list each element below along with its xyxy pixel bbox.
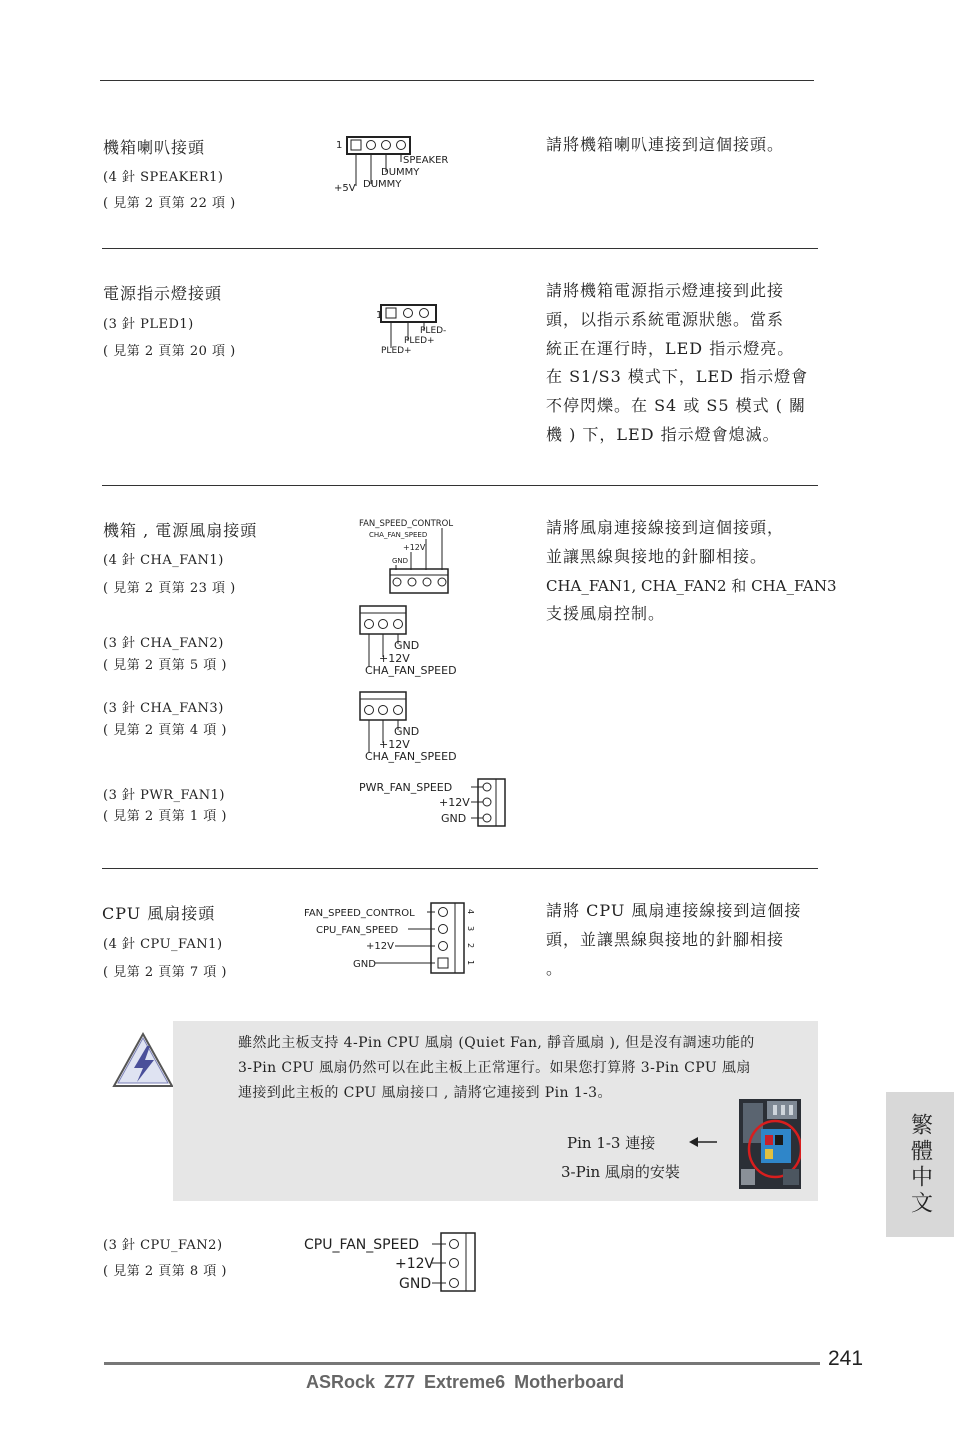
fan-connector-photo bbox=[739, 1099, 801, 1189]
cpufan2-ref: ( 見第 2 頁第 8 項 ) bbox=[103, 1264, 227, 1279]
pin1-label: 1 bbox=[336, 140, 343, 151]
cpufan2-pins: (3 針 CPU_FAN2) bbox=[103, 1238, 223, 1253]
pin-number: 1 bbox=[466, 960, 475, 966]
speaker-pins: (4 針 SPEAKER1) bbox=[103, 170, 224, 185]
pled-minus-label: PLED- bbox=[420, 326, 447, 336]
chafan1-pins: (4 針 CHA_FAN1) bbox=[103, 553, 224, 568]
pled-pins: (3 針 PLED1) bbox=[103, 317, 194, 332]
pin1-label: 1 bbox=[376, 310, 383, 321]
cpu-fan-speed-label: CPU_FAN_SPEED bbox=[316, 925, 399, 936]
section-divider bbox=[102, 868, 818, 869]
desc-line: 統正在運行時，LED 指示燈亮。 bbox=[546, 338, 795, 358]
gnd-label: GND bbox=[394, 639, 420, 652]
chafan3-pins: (3 針 CHA_FAN3) bbox=[103, 701, 224, 716]
desc-line: 頭，並讓黑線與接地的針腳相接 bbox=[546, 929, 785, 949]
dummy-pin-label-2: DUMMY bbox=[363, 179, 402, 190]
speaker-description bbox=[546, 131, 818, 160]
chafan2-pins: (3 針 CHA_FAN2) bbox=[103, 636, 224, 651]
cpu-fan-speed-label: CPU_FAN_SPEED bbox=[304, 1237, 420, 1253]
footer-rule bbox=[104, 1362, 820, 1365]
desc-line: 在 S1/S3 模式下，LED 指示燈會 bbox=[546, 367, 809, 387]
fan-speed-control-label: FAN_SPEED_CONTROL bbox=[359, 519, 454, 529]
gnd-label: GND bbox=[399, 1276, 432, 1292]
warning-note bbox=[173, 1021, 818, 1201]
fan-speed-control-label: FAN_SPEED_CONTROL bbox=[304, 908, 415, 919]
desc-line: 請將機箱電源指示燈連接到此接 bbox=[546, 281, 785, 300]
chafan2-ref: ( 見第 2 頁第 5 項 ) bbox=[103, 658, 227, 673]
pin-number: 4 bbox=[466, 909, 475, 915]
chafan2-header-diagram bbox=[356, 604, 476, 680]
pwr-fan-speed-label: PWR_FAN_SPEED bbox=[359, 781, 453, 794]
pled-ref: ( 見第 2 頁第 20 項 ) bbox=[103, 344, 236, 359]
chafan-title: 機箱 , 電源風扇接頭 bbox=[103, 521, 258, 540]
pin-number: 2 bbox=[466, 943, 475, 949]
5v-pin-label: +5V bbox=[334, 183, 356, 194]
desc-line: 頭，以指示系統電源狀態。當系 bbox=[546, 309, 785, 329]
section-divider bbox=[102, 485, 818, 486]
top-rule bbox=[100, 80, 814, 81]
pled-title: 電源指示燈接頭 bbox=[103, 284, 223, 303]
pled-header-diagram bbox=[370, 300, 460, 360]
desc-line: 請將 CPU 風扇連接線接到這個接 bbox=[546, 901, 802, 920]
note-line: 連接到此主板的 CPU 風扇接口 , 請將它連接到 Pin 1-3。 bbox=[238, 1085, 612, 1101]
12v-label: +12V bbox=[403, 543, 426, 552]
pin-number: 3 bbox=[466, 926, 475, 932]
12v-label: +12V bbox=[439, 796, 470, 809]
pwrfan1-ref: ( 見第 2 頁第 1 項 ) bbox=[103, 809, 227, 824]
pled-plus-label-2: PLED+ bbox=[381, 346, 412, 356]
desc-line: 並讓黑線與接地的針腳相接。 bbox=[546, 546, 768, 566]
pin13-caption: Pin 1-3 連接 bbox=[567, 1134, 656, 1152]
footer-title: ASRock Z77 Extreme6 Motherboard bbox=[306, 1372, 625, 1392]
12v-label: +12V bbox=[379, 738, 410, 751]
dummy-pin-label: DUMMY bbox=[381, 167, 420, 178]
12v-label: +12V bbox=[379, 652, 410, 665]
chafan1-header-diagram bbox=[356, 515, 456, 597]
cpufan-description bbox=[546, 897, 818, 983]
cpufan1-header-diagram bbox=[300, 900, 480, 976]
arrow-left-icon bbox=[687, 1135, 719, 1149]
pled-plus-label: PLED+ bbox=[404, 336, 435, 346]
desc-line: 請將風扇連接線接到這個接頭， bbox=[546, 518, 785, 537]
note-line: 3-Pin CPU 風扇仍然可以在此主板上正常運行。如果您打算將 3-Pin CPU 風扇 bbox=[238, 1060, 751, 1076]
warning-icon bbox=[110, 1030, 176, 1090]
12v-label: +12V bbox=[366, 941, 394, 952]
gnd-label: GND bbox=[394, 725, 420, 738]
chafan-description bbox=[546, 514, 837, 629]
speaker-header-diagram bbox=[330, 132, 470, 196]
gnd-label: GND bbox=[392, 557, 409, 565]
speaker-pin-label: SPEAKER bbox=[403, 155, 449, 166]
pwrfan1-header-diagram bbox=[356, 776, 512, 830]
chafan1-ref: ( 見第 2 頁第 23 項 ) bbox=[103, 581, 236, 596]
desc-line: 機 ) 下，LED 指示燈會熄滅。 bbox=[546, 424, 780, 444]
chafan3-ref: ( 見第 2 頁第 4 項 ) bbox=[103, 723, 227, 738]
desc-line: CHA_FAN1, CHA_FAN2 和 CHA_FAN3 bbox=[546, 576, 837, 595]
12v-label: +12V bbox=[395, 1256, 435, 1272]
desc-line: 。 bbox=[546, 958, 564, 978]
3pin-fan-caption: 3-Pin 風扇的安裝 bbox=[561, 1163, 680, 1181]
cpufan-title: CPU 風扇接頭 bbox=[102, 904, 216, 923]
desc-line: 請將機箱喇叭連接到這個接頭。 bbox=[546, 135, 785, 154]
cpufan2-header-diagram bbox=[300, 1230, 480, 1294]
cpufan1-ref: ( 見第 2 頁第 7 項 ) bbox=[103, 965, 227, 980]
chafan3-header-diagram bbox=[356, 690, 476, 766]
cha-fan-speed-label: CHA_FAN_SPEED bbox=[365, 664, 457, 677]
pwrfan1-pins: (3 針 PWR_FAN1) bbox=[103, 788, 226, 803]
gnd-label: GND bbox=[353, 959, 376, 970]
language-tab: 繁體中文 bbox=[886, 1092, 954, 1237]
cpufan1-pins: (4 針 CPU_FAN1) bbox=[103, 937, 223, 952]
note-line: 雖然此主板支持 4-Pin CPU 風扇 (Quiet Fan, 靜音風扇 ), 但是沒有調速功能的 bbox=[238, 1035, 755, 1051]
page-number: 241 bbox=[828, 1347, 864, 1370]
gnd-label: GND bbox=[441, 812, 467, 825]
section-divider bbox=[102, 248, 818, 249]
desc-line: 支援風扇控制。 bbox=[546, 604, 666, 624]
speaker-title: 機箱喇叭接頭 bbox=[103, 138, 206, 157]
cha-fan-speed-label: CHA_FAN_SPEED bbox=[365, 750, 457, 763]
speaker-ref: ( 見第 2 頁第 22 項 ) bbox=[103, 196, 236, 211]
pled-description bbox=[546, 277, 818, 450]
desc-line: 不停閃爍。在 S4 或 S5 模式 ( 關 bbox=[546, 396, 807, 416]
cha-fan-speed-label: CHA_FAN_SPEED bbox=[369, 531, 428, 539]
